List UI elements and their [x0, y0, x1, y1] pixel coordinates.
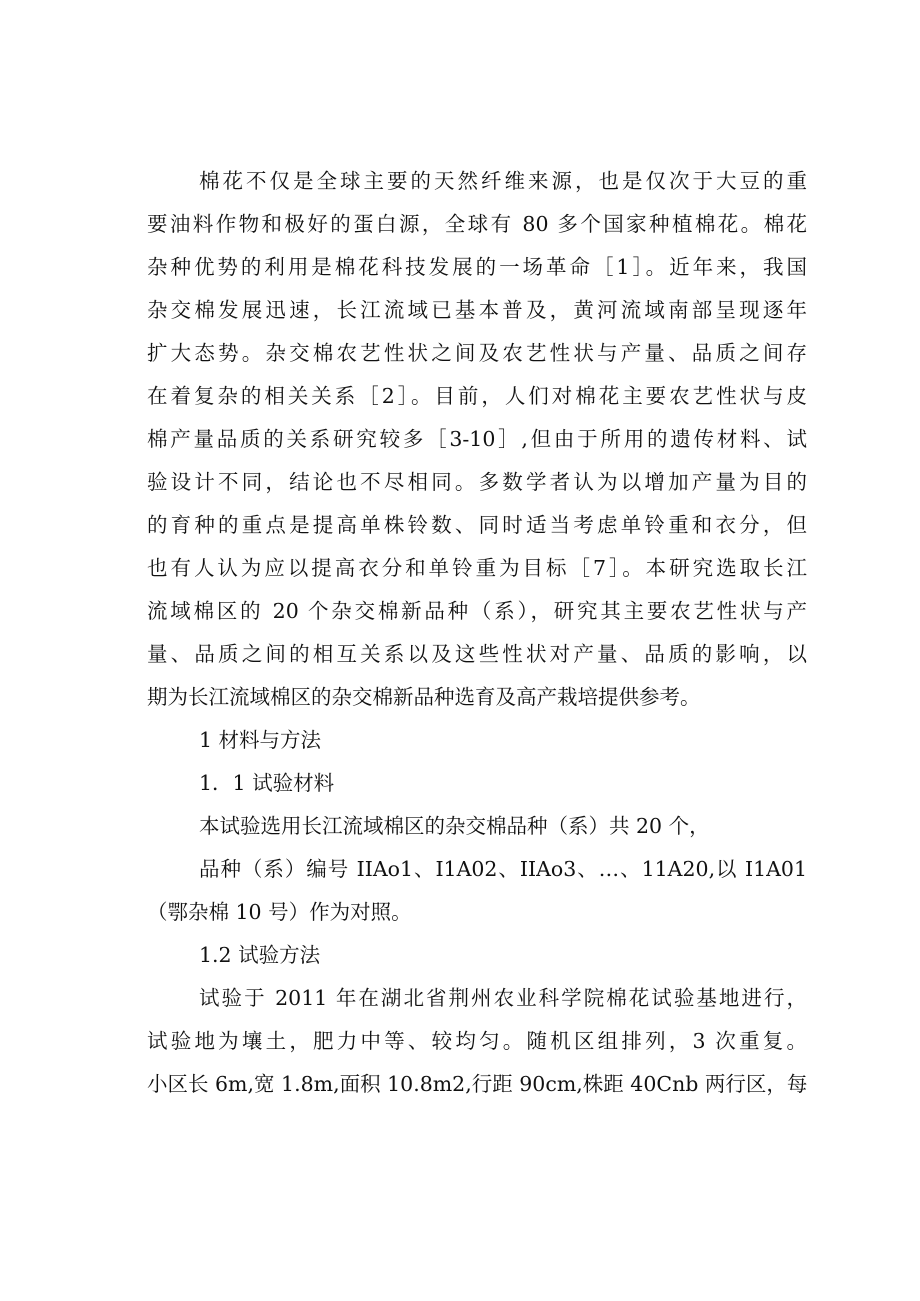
body-text	[147, 160, 807, 1106]
text-line: 的育种的重点是提高单株铃数、同时适当考虑单铃重和衣分，但	[147, 513, 807, 537]
text-line: 要油料作物和极好的蛋白源，全球有 80 多个国家种植棉花。棉花	[147, 212, 807, 236]
text-line: 1.2 试验方法	[199, 943, 321, 967]
text-line: 试验地为壤土，肥力中等、较均匀。随机区组排列，3 次重复。	[147, 1029, 807, 1053]
text-line: 期为长江流域棉区的杂交棉新品种选育及高产栽培提供参考。	[147, 685, 701, 709]
text-line: 流域棉区的 20 个杂交棉新品种（系），研究其主要农艺性状与产	[147, 599, 807, 623]
text-line: 验设计不同，结论也不尽相同。多数学者认为以增加产量为目的	[147, 470, 807, 494]
text-line: （鄂杂棉 10 号）作为对照。	[147, 900, 412, 924]
text-line: 本试验选用长江流域棉区的杂交棉品种（系）共 20 个，	[199, 814, 710, 838]
text-line: 棉花不仅是全球主要的天然纤维来源，也是仅次于大豆的重	[199, 169, 807, 193]
text-line: 扩大态势。杂交棉农艺性状之间及农艺性状与产量、品质之间存	[147, 341, 807, 365]
text-line: 1．1 试验材料	[199, 771, 335, 795]
text-line: 品种（系）编号 IIAo1、I1A02、IIAo3、…、11A20,以 I1A01	[199, 857, 807, 881]
text-line: 杂交棉发展迅速，长江流域已基本普及，黄河流域南部呈现逐年	[147, 298, 807, 322]
text-line: 小区长 6m,宽 1.8m,面积 10.8m2,行距 90cm,株距 40Cnb 两行区，每	[147, 1072, 808, 1096]
text-line: 杂种优势的利用是棉花科技发展的一场革命［1］。近年来，我国	[147, 255, 807, 279]
text-line: 1 材料与方法	[199, 728, 322, 752]
text-line: 试验于 2011 年在湖北省荆州农业科学院棉花试验基地进行，	[199, 986, 807, 1010]
text-line: 量、品质之间的相互关系以及这些性状对产量、品质的影响，以	[147, 642, 807, 666]
text-line: 棉产量品质的关系研究较多［3-10］,但由于所用的遗传材料、试	[147, 427, 807, 451]
text-line: 在着复杂的相关关系［2］。目前，人们对棉花主要农艺性状与皮	[147, 384, 807, 408]
text-line: 也有人认为应以提高衣分和单铃重为目标［7］。本研究选取长江	[147, 556, 807, 580]
